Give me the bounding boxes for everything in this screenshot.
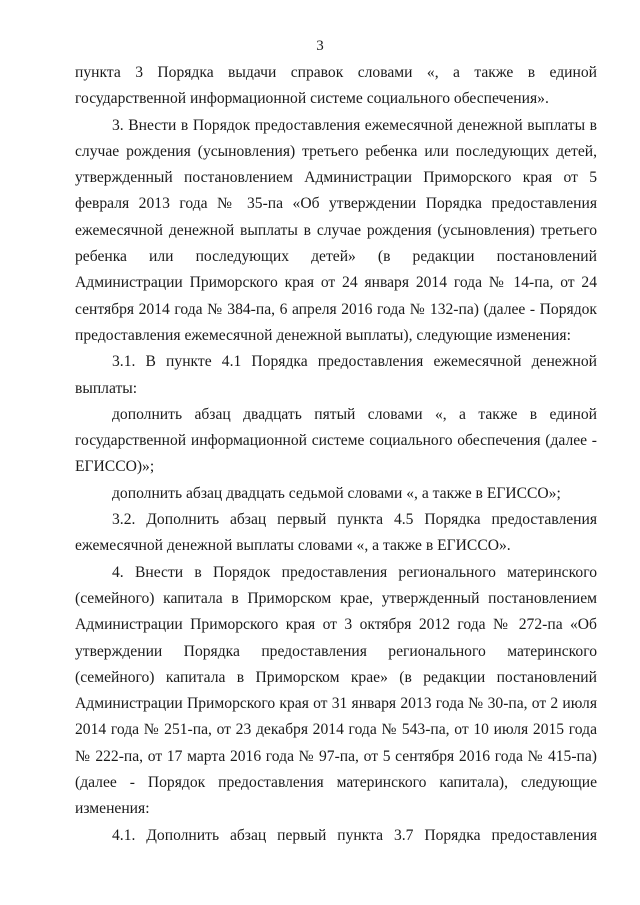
paragraph-item-3: 3. Внести в Порядок предоставления ежемесячной денежной выплаты в случае рождения (усыновления) третьего ребенка или последующих детей, утвержденный постановлением Администрации Приморского края от 5 февраля 2013 года № 35-па «Об утверждении Порядка предоставления ежемесячной денежной выплаты в случае рождения (усыновления) третьего ребенка или последующих детей» (в редакции постановлений Администрации Приморского края от 24 января 2014 года № 14-па, от 24 сентября 2014 года № 384-па, 6 апреля 2016 года № 132-па) (далее - Порядок предоставления ежемесячной денежной выплаты), следующие изменения:	[75, 116, 597, 344]
document-body	[75, 60, 597, 849]
paragraph-item-3-2: 3.2. Дополнить абзац первый пункта 4.5 Порядка предоставления ежемесячной денежной выплаты словами «, а также в ЕГИССО».	[75, 511, 597, 555]
paragraph-item-3-1: 3.1. В пункте 4.1 Порядка предоставления ежемесячной денежной выплаты:	[75, 353, 597, 397]
paragraph-amend-27: дополнить абзац двадцать седьмой словами «, а также в ЕГИССО»;	[112, 484, 561, 502]
paragraph-amend-25: дополнить абзац двадцать пятый словами «, а также в единой государственной информационной системе социального обеспечения (далее - ЕГИССО)»;	[75, 405, 597, 476]
paragraph-item-4-1: 4.1. Дополнить абзац первый пункта 3.7 Порядка предоставления	[112, 826, 597, 844]
paragraph-continuation: пункта 3 Порядка выдачи справок словами «, а также в единой государственной информационной системе социального обеспечения».	[75, 64, 597, 108]
page-number: 3	[316, 38, 324, 54]
paragraph-item-4: 4. Внести в Порядок предоставления регионального материнского (семейного) капитала в Приморском крае, утвержденный постановлением Администрации Приморского края от 3 октября 2012 года № 272-па «Об утверждении Порядка предоставления регионального материнского (семейного) капитала в Приморском крае» (в редакции постановлений Администрации Приморского края от 31 января 2013 года № 30-па, от 2 июля 2014 года № 251-па, от 23 декабря 2014 года № 543-па, от 10 июля 2015 года № 222-па, от 17 марта 2016 года № 97-па, от 5 сентября 2016 года № 415-па) (далее - Порядок предоставления материнского капитала), следующие изменения:	[75, 563, 597, 818]
